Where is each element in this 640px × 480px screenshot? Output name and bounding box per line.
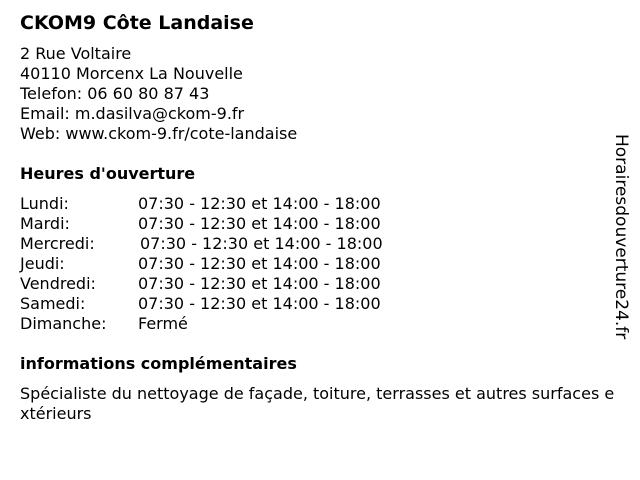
contact-block: [20, 44, 297, 144]
time-value: 07:30 - 12:30 et 14:00 - 18:00: [138, 274, 381, 293]
info-heading: informations complémentaires: [20, 354, 297, 373]
time-value: Fermé: [138, 314, 188, 333]
time-value: 07:30 - 12:30 et 14:00 - 18:00: [138, 254, 381, 273]
day-label: Lundi:: [20, 194, 69, 213]
business-name: CKOM9 Côte Landaise: [20, 12, 254, 34]
phone-line: Telefon: 06 60 80 87 43: [20, 84, 210, 103]
time-value: 07:30 - 12:30 et 14:00 - 18:00: [138, 294, 381, 313]
site-watermark: Horairesdouverture24.fr: [611, 134, 631, 340]
address-street: 2 Rue Voltaire: [20, 44, 132, 63]
time-value: 07:30 - 12:30 et 14:00 - 18:00: [138, 214, 381, 233]
day-label: Dimanche:: [20, 314, 107, 333]
day-label: Samedi:: [20, 294, 86, 313]
day-label: Mardi:: [20, 214, 70, 233]
info-description: Spécialiste du nettoyage de façade, toiture, terrasses et autres surfaces extérieurs: [20, 384, 615, 423]
email-line: Email: m.dasilva@ckom-9.fr: [20, 104, 245, 123]
day-label: Mercredi:: [20, 234, 95, 253]
web-line: Web: www.ckom-9.fr/cote-landaise: [20, 124, 298, 143]
time-value: 07:30 - 12:30 et 14:00 - 18:00: [138, 194, 381, 213]
time-value: 07:30 - 12:30 et 14:00 - 18:00: [140, 234, 383, 253]
day-label: Vendredi:: [20, 274, 96, 293]
hours-heading: Heures d'ouverture: [20, 164, 196, 183]
day-label: Jeudi:: [20, 254, 65, 273]
address-city: 40110 Morcenx La Nouvelle: [20, 64, 243, 83]
